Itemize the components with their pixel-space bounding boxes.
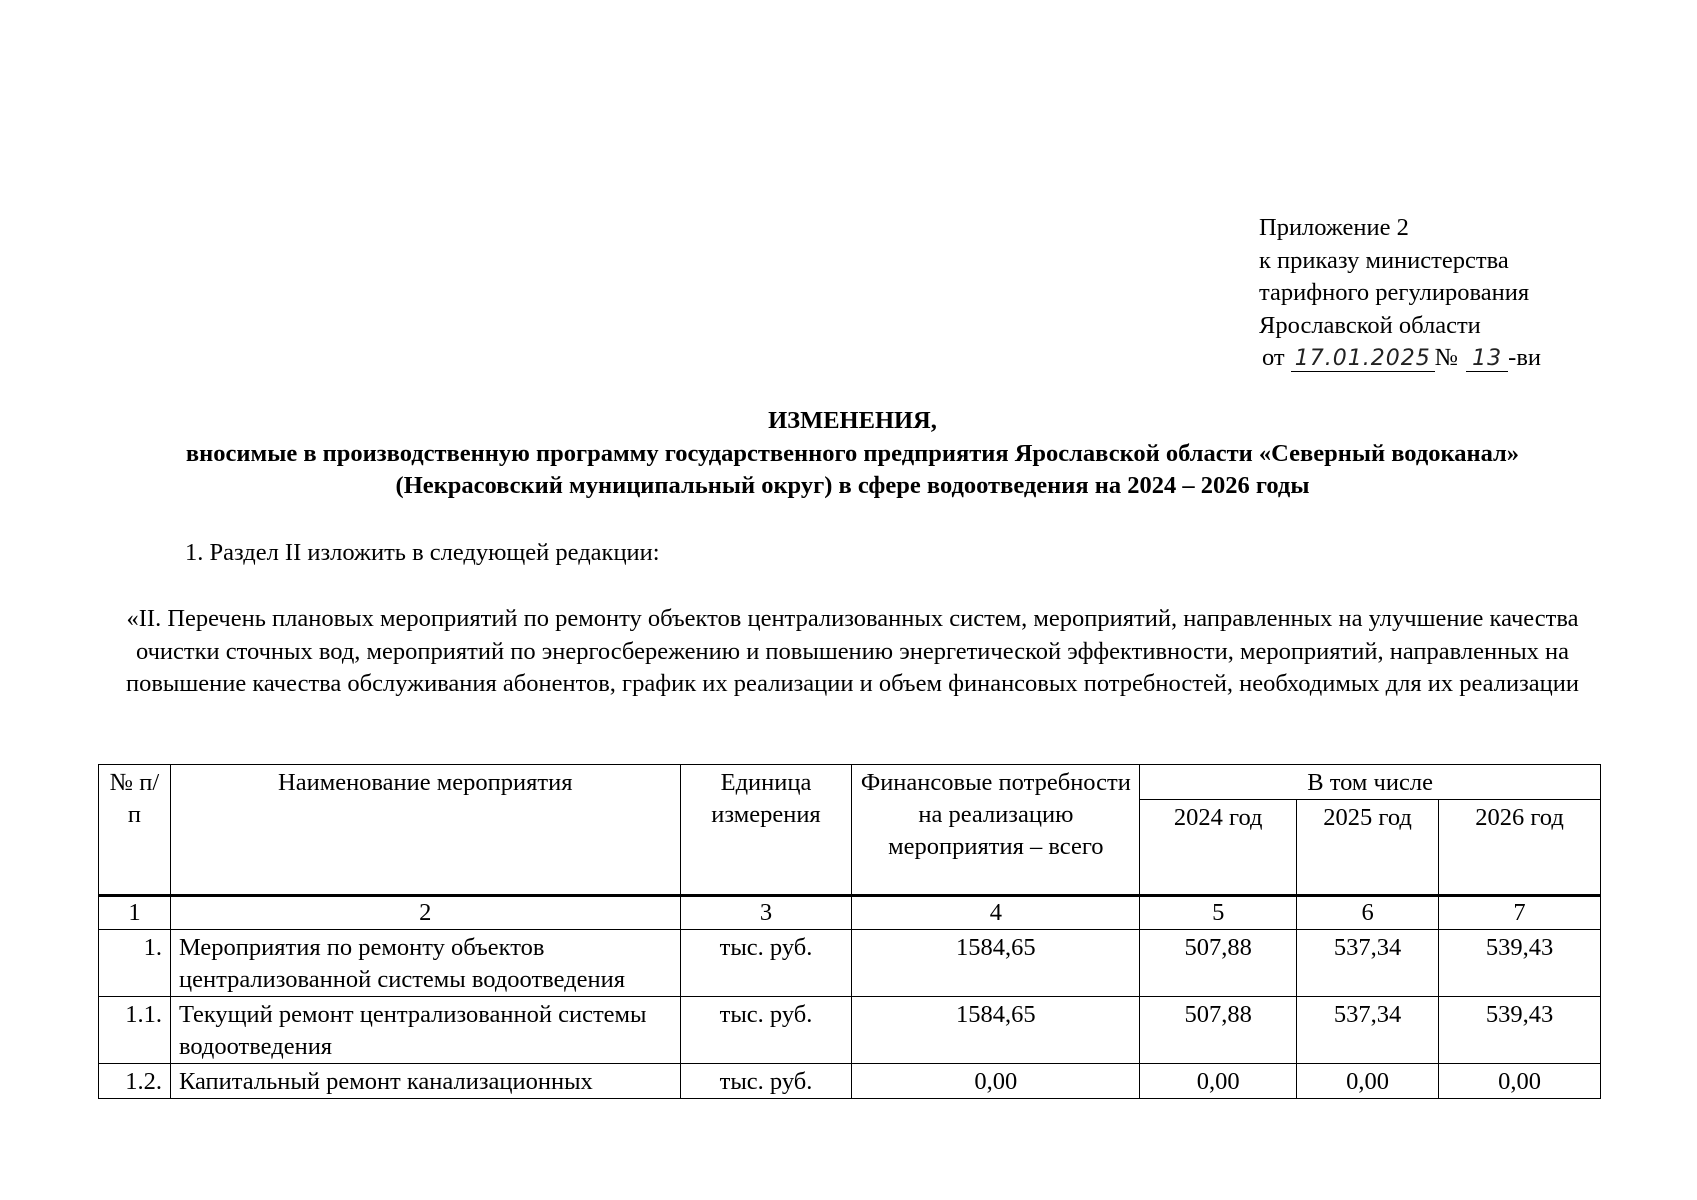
row-num: 1.1. xyxy=(99,997,171,1064)
header-2025: 2025 год xyxy=(1297,800,1439,896)
from-label: от xyxy=(1262,344,1285,371)
row-num: 1. xyxy=(99,930,171,997)
document-title xyxy=(120,405,1585,503)
section-title: «II. Перечень плановых мероприятий по ремонту объектов централизованных систем, мероприятий, направленных на улучшение качества очистки сточных вод, мероприятий по энергосбережению и повышению энергетической эффективности, мероприятий, направленных на повышение качества обслуживания абонентов, график их реализации и объем финансовых потребностей, необходимых для их реализации xyxy=(125,605,1579,697)
header-name: Наименование мероприятия xyxy=(170,765,680,896)
row-total: 0,00 xyxy=(852,1064,1140,1099)
handwritten-date: 17.01.2025 xyxy=(1291,347,1435,372)
row-2026: 539,43 xyxy=(1439,997,1601,1064)
row-unit: тыс. руб. xyxy=(680,930,852,997)
row-2024: 0,00 xyxy=(1140,1064,1297,1099)
header-2026: 2026 год xyxy=(1439,800,1601,896)
appendix-line-2: к приказу министерства xyxy=(1259,246,1509,274)
row-name: Текущий ремонт централизованной системы водоотведения xyxy=(170,997,680,1064)
row-2026: 539,43 xyxy=(1439,930,1601,997)
column-number: 6 xyxy=(1297,896,1439,930)
column-number: 4 xyxy=(852,896,1140,930)
row-total: 1584,65 xyxy=(852,930,1140,997)
appendix-line-4: Ярославской области xyxy=(1259,311,1481,339)
handwritten-number: 13 xyxy=(1466,347,1508,372)
column-number: 5 xyxy=(1140,896,1297,930)
header-including: В том числе xyxy=(1140,765,1601,800)
column-number: 2 xyxy=(170,896,680,930)
header-unit: Единица измерения xyxy=(680,765,852,896)
header-finance: Финансовые потребности на реализацию мероприятия – всего xyxy=(852,765,1140,896)
row-2026: 0,00 xyxy=(1439,1064,1601,1099)
title-heading: ИЗМЕНЕНИЯ, xyxy=(768,407,937,434)
appendix-line-1: Приложение 2 xyxy=(1259,214,1409,241)
row-2024: 507,88 xyxy=(1140,930,1297,997)
column-number: 3 xyxy=(680,896,852,930)
column-number: 1 xyxy=(99,896,171,930)
row-num: 1.2. xyxy=(99,1064,171,1099)
appendix-block xyxy=(1259,212,1541,375)
appendix-line-3: тарифного регулирования xyxy=(1259,279,1530,306)
table-row xyxy=(99,997,1601,1064)
row-unit: тыс. руб. xyxy=(680,1064,852,1099)
row-unit: тыс. руб. xyxy=(680,997,852,1064)
row-2025: 537,34 xyxy=(1297,930,1439,997)
row-total: 1584,65 xyxy=(852,997,1140,1064)
title-subheading: вносимые в производственную программу государственного предприятия Ярославской области «Северный водоканал» (Некрасовский муниципальный округ) в сфере водоотведения на 2024 – 2026 годы xyxy=(185,439,1520,499)
column-number-row xyxy=(99,896,1601,930)
number-suffix: -ви xyxy=(1508,344,1541,371)
order-date-number-line xyxy=(1262,342,1541,375)
row-2024: 507,88 xyxy=(1140,997,1297,1064)
header-row xyxy=(99,765,1601,800)
table-row xyxy=(99,930,1601,997)
row-name: Мероприятия по ремонту объектов централизованной системы водоотведения xyxy=(170,930,680,997)
paragraph-1: 1. Раздел II изложить в следующей редакции: xyxy=(185,539,660,566)
header-2024: 2024 год xyxy=(1140,800,1297,896)
program-table xyxy=(98,764,1601,1099)
row-name: Капитальный ремонт канализационных xyxy=(170,1064,680,1099)
number-label: № xyxy=(1434,344,1459,371)
table-row xyxy=(99,1064,1601,1099)
column-number: 7 xyxy=(1439,896,1601,930)
header-num: № п/п xyxy=(99,765,171,896)
row-2025: 537,34 xyxy=(1297,997,1439,1064)
row-2025: 0,00 xyxy=(1297,1064,1439,1099)
